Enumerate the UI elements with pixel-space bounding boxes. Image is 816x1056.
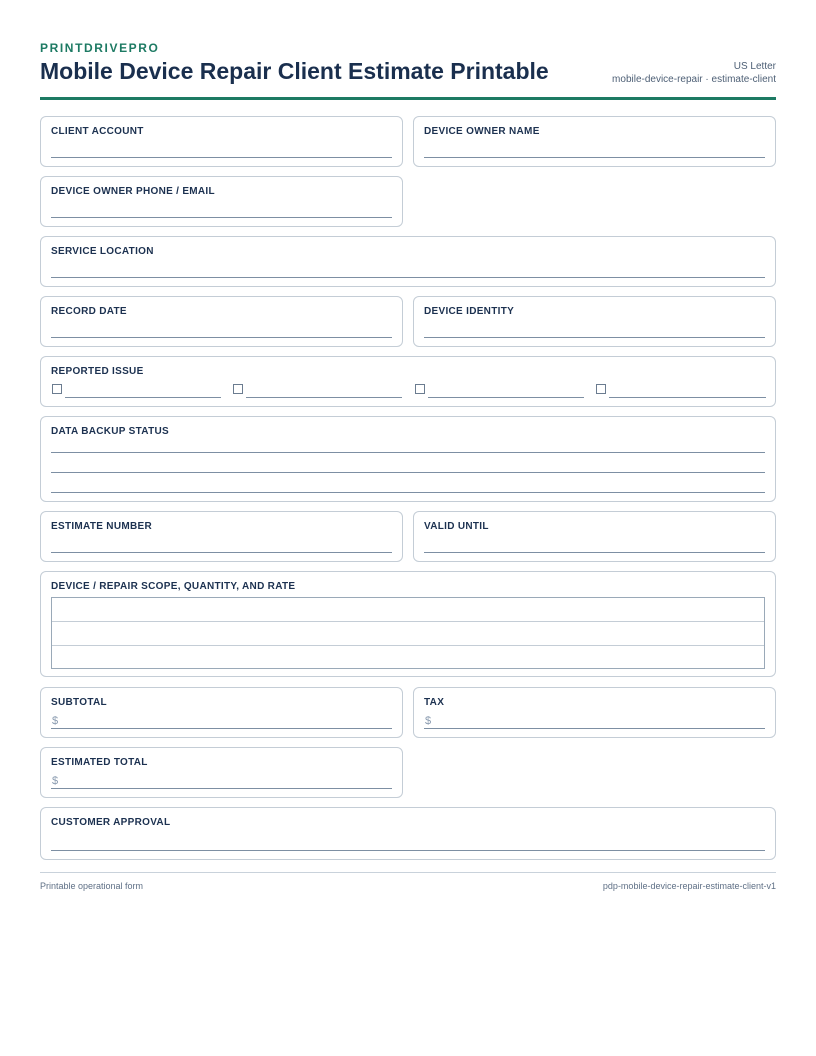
reported-issue-field <box>40 356 776 407</box>
page-meta <box>612 60 776 86</box>
issue-option-line-4[interactable] <box>609 397 766 398</box>
scope-table <box>51 597 765 669</box>
tax-label: TAX <box>424 697 445 708</box>
estimate-number-label: ESTIMATE NUMBER <box>51 521 152 532</box>
tax-input[interactable] <box>424 728 765 729</box>
scope-table-field <box>40 571 776 677</box>
estimated-total-field <box>40 747 403 798</box>
device-owner-name-label: DEVICE OWNER NAME <box>424 126 540 137</box>
owner-contact-input[interactable] <box>51 217 392 218</box>
service-location-field <box>40 236 776 287</box>
valid-until-field <box>413 511 776 562</box>
estimated-total-currency-symbol: $ <box>52 775 59 787</box>
tax-currency-symbol: $ <box>425 715 432 727</box>
subtotal-input[interactable] <box>51 728 392 729</box>
scope-table-row-divider <box>52 645 764 646</box>
customer-approval-label: CUSTOMER APPROVAL <box>51 817 171 828</box>
device-identity-field <box>413 296 776 347</box>
client-account-label: CLIENT ACCOUNT <box>51 126 144 137</box>
record-date-field <box>40 296 403 347</box>
estimated-total-label: ESTIMATED TOTAL <box>51 757 148 768</box>
record-date-label: RECORD DATE <box>51 306 127 317</box>
scope-table-row-divider <box>52 621 764 622</box>
service-location-input[interactable] <box>51 277 765 278</box>
issue-checkbox-2[interactable] <box>233 384 243 394</box>
owner-contact-field <box>40 176 403 227</box>
owner-contact-label: DEVICE OWNER PHONE / EMAIL <box>51 186 215 197</box>
data-backup-line-3[interactable] <box>51 492 765 493</box>
header-divider <box>40 97 776 100</box>
client-account-field <box>40 116 403 167</box>
record-date-input[interactable] <box>51 337 392 338</box>
customer-approval-signature-line[interactable] <box>51 850 765 851</box>
data-backup-line-1[interactable] <box>51 452 765 453</box>
brand-logo: PRINTDRIVEPRO <box>40 41 160 55</box>
reported-issue-label: REPORTED ISSUE <box>51 366 144 377</box>
estimated-total-input[interactable] <box>51 788 392 789</box>
client-account-input[interactable] <box>51 157 392 158</box>
data-backup-status-field <box>40 416 776 502</box>
tax-field <box>413 687 776 738</box>
device-identity-label: DEVICE IDENTITY <box>424 306 515 317</box>
estimate-number-input[interactable] <box>51 552 392 553</box>
issue-option-line-2[interactable] <box>246 397 402 398</box>
footer-left-text: Printable operational form <box>40 881 144 891</box>
subtotal-label: SUBTOTAL <box>51 697 107 708</box>
subtotal-currency-symbol: $ <box>52 715 59 727</box>
data-backup-status-label: DATA BACKUP STATUS <box>51 426 169 437</box>
valid-until-input[interactable] <box>424 552 765 553</box>
paper-size-label: US Letter <box>733 61 776 72</box>
device-identity-input[interactable] <box>424 337 765 338</box>
estimate-number-field <box>40 511 403 562</box>
page-title: Mobile Device Repair Client Estimate Printable <box>40 58 549 84</box>
device-owner-name-field <box>413 116 776 167</box>
data-backup-line-2[interactable] <box>51 472 765 473</box>
valid-until-label: VALID UNTIL <box>424 521 489 532</box>
footer-divider <box>40 872 776 873</box>
footer-form-id: pdp-mobile-device-repair-estimate-client-v1 <box>602 881 776 891</box>
form-tags: mobile-device-repair · estimate-client <box>612 74 776 85</box>
issue-checkbox-3[interactable] <box>415 384 425 394</box>
issue-option-line-1[interactable] <box>65 397 221 398</box>
issue-checkbox-4[interactable] <box>596 384 606 394</box>
issue-checkbox-1[interactable] <box>52 384 62 394</box>
scope-table-label: DEVICE / REPAIR SCOPE, QUANTITY, AND RATE <box>51 581 296 592</box>
subtotal-field <box>40 687 403 738</box>
service-location-label: SERVICE LOCATION <box>51 246 154 257</box>
device-owner-name-input[interactable] <box>424 157 765 158</box>
issue-option-line-3[interactable] <box>428 397 584 398</box>
customer-approval-field <box>40 807 776 860</box>
